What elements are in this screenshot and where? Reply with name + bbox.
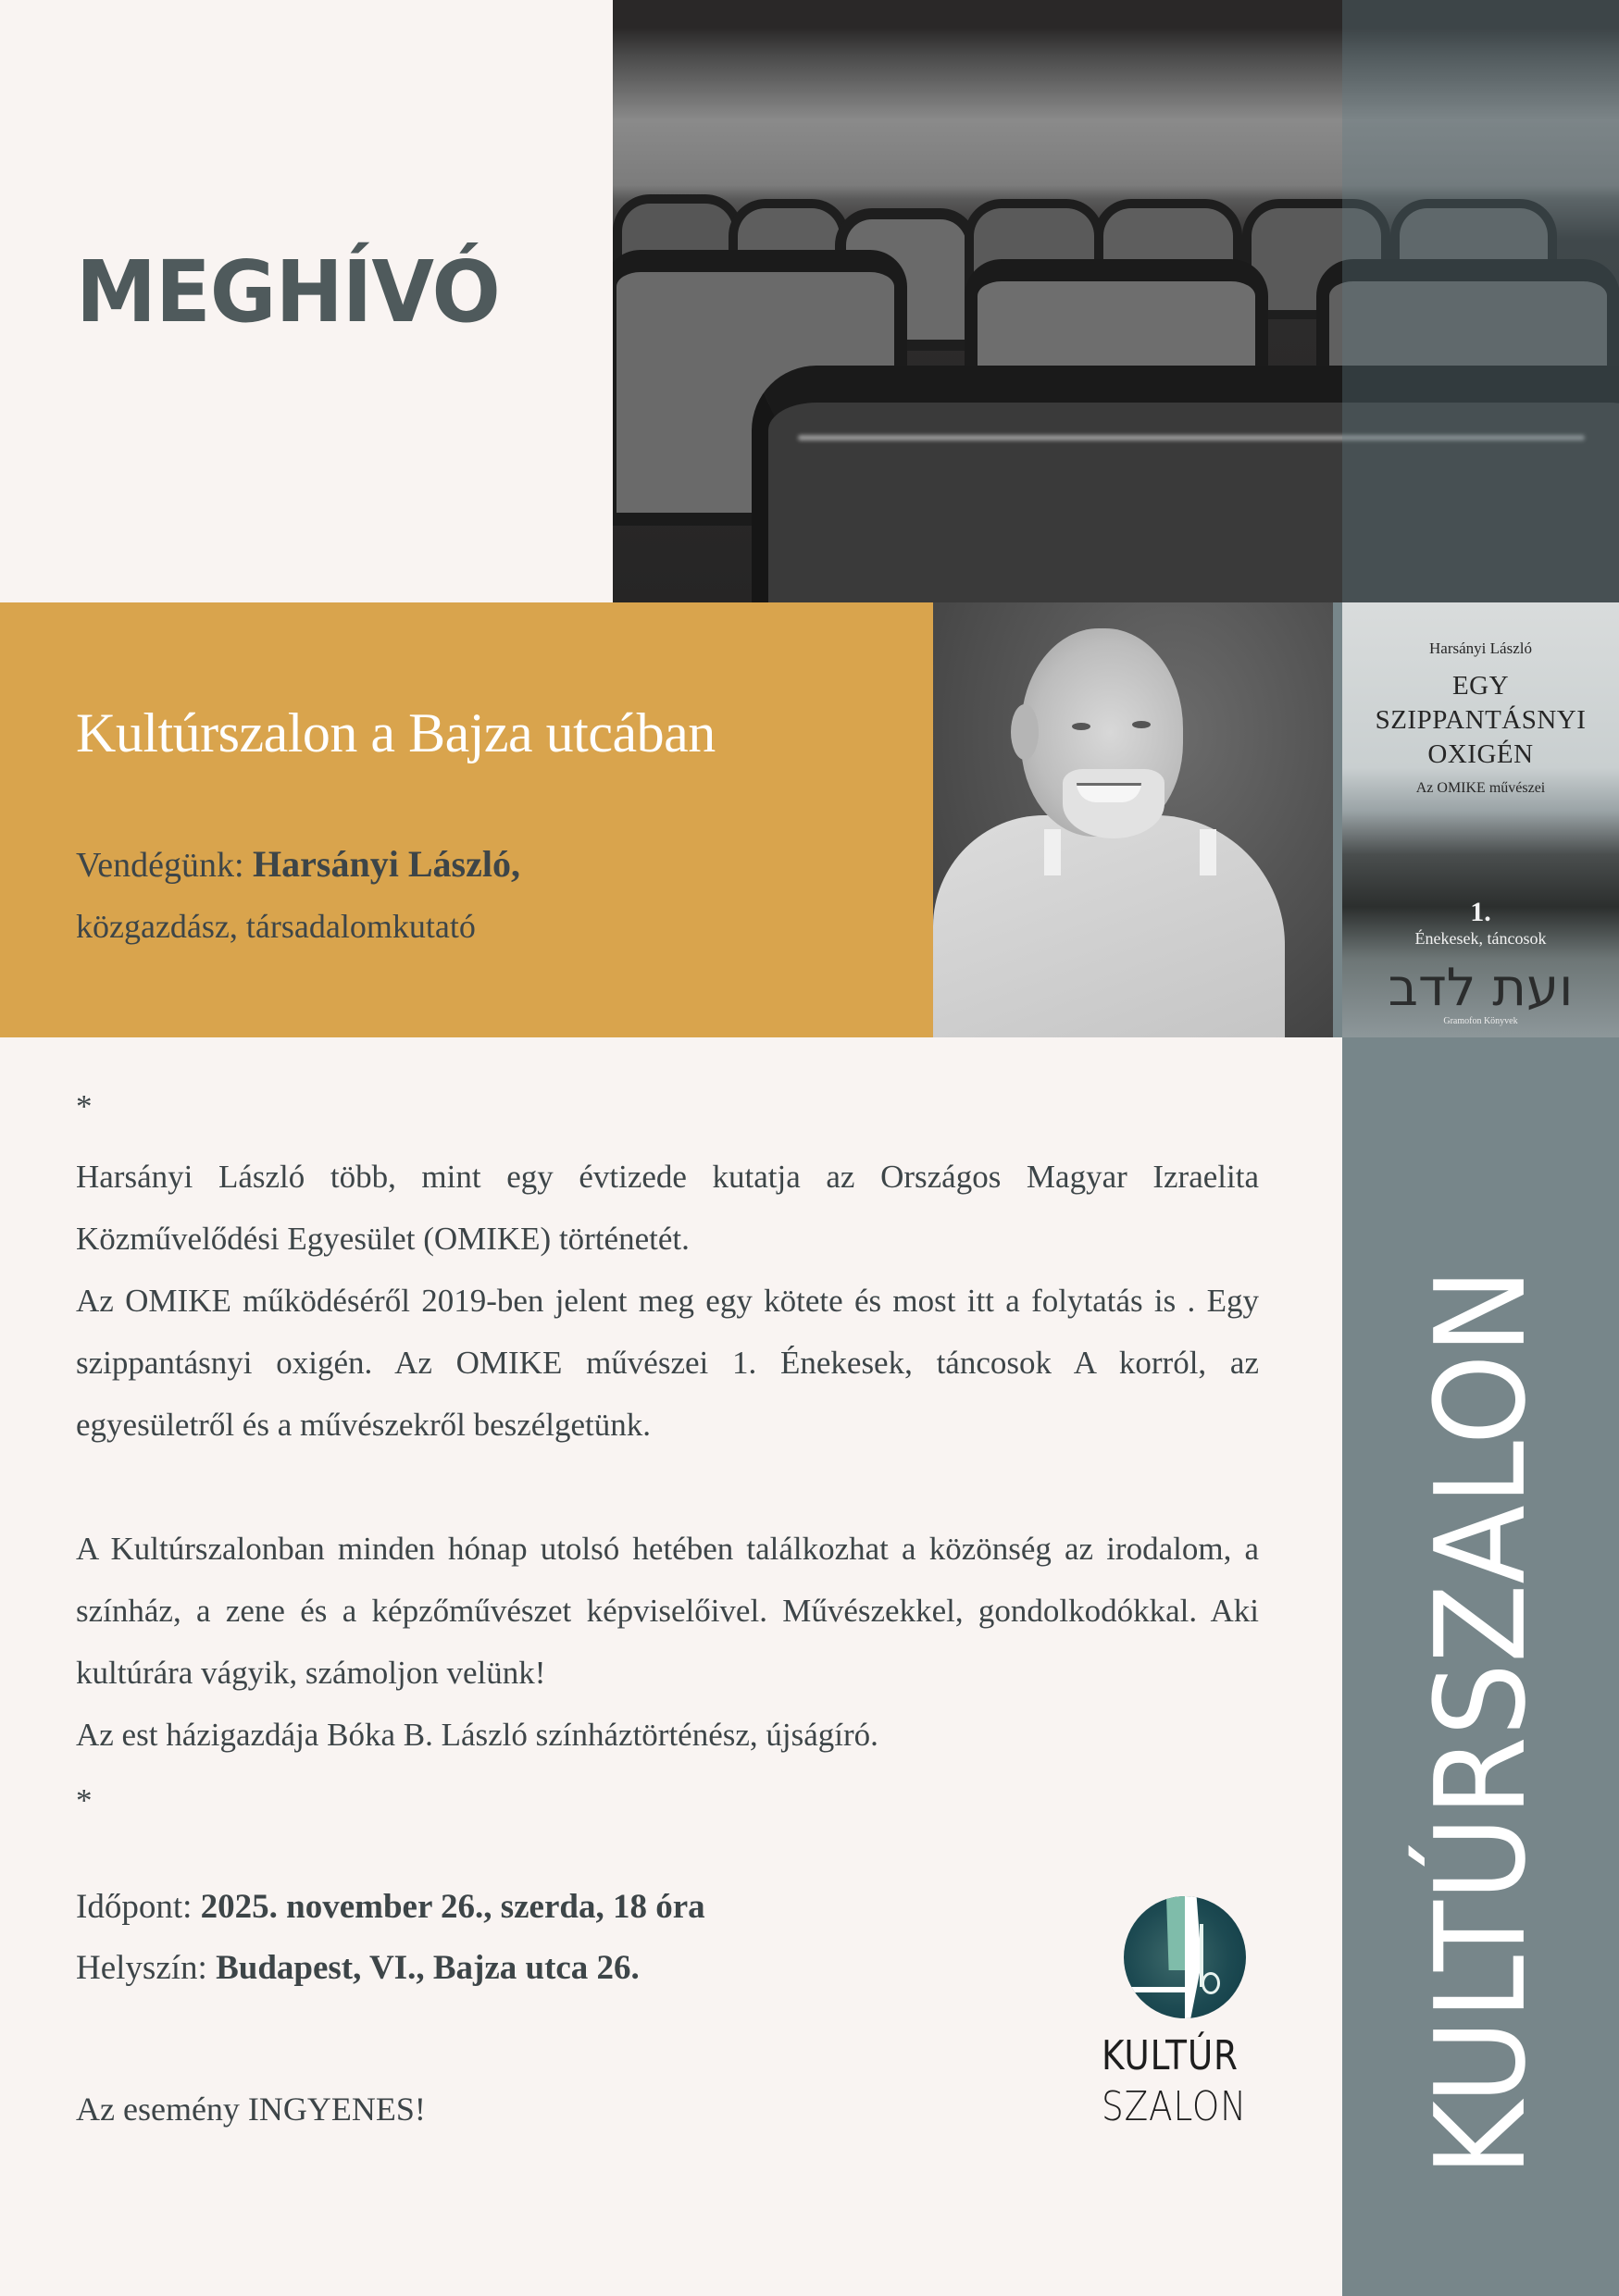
separator-star: *: [76, 1088, 93, 1124]
book-publisher: Gramofon Könyvek: [1443, 1016, 1518, 1026]
page-title: MEGHÍVÓ: [76, 242, 500, 341]
book-title-line: OXIGÉN: [1427, 739, 1534, 769]
guest-label: Vendégünk:: [76, 846, 254, 885]
separator-star: *: [76, 1782, 93, 1818]
portrait-photo: [933, 602, 1333, 1037]
book-volume-title: Énekesek, táncosok: [1414, 929, 1547, 948]
book-title-line: EGY: [1451, 671, 1510, 701]
logo-text-kultur: KULTÚR: [1102, 2032, 1239, 2079]
side-column-text-wrap: [1342, 1037, 1619, 2296]
place-value: Budapest, VI., Bajza utca 26.: [216, 1949, 640, 1987]
series-title: Kultúrszalon a Bajza utcában: [76, 702, 716, 763]
book-author: Harsányi László: [1429, 639, 1532, 657]
photo-tint-overlay: [1342, 0, 1619, 602]
time-value: 2025. november 26., szerda, 18 óra: [200, 1888, 705, 1926]
logo-text-szalon: SZALON: [1102, 2083, 1247, 2130]
paragraph: Az est házigazdája Bóka B. László színháztörténész, újságíró.: [76, 1717, 878, 1753]
intro-band: [0, 602, 933, 1037]
book-cover: [1342, 602, 1619, 1037]
book-subtitle: Az OMIKE művészei: [1415, 780, 1546, 796]
paragraph: Az OMIKE működéséről 2019-ben jelent meg egy kötete és most itt a folytatás is . Egy szippantásnyi oxigén. Az OMIKE művészei 1. Énekesek, táncosok A korról, az egyesületről és a művészekről beszélgetünk.: [76, 1283, 1259, 1443]
paragraph: Harsányi László több, mint egy évtizede kutatja az Országos Magyar Izraelita Közművelődési Egyesület (OMIKE) történetét.: [76, 1159, 1259, 1257]
book-title: [1342, 669, 1619, 772]
side-column-text: KULTÚRSZALON: [1408, 1268, 1553, 2177]
kulturszalon-logo-icon: [1124, 1896, 1246, 2018]
book-hebrew-lettering: ועת לדב: [1388, 958, 1574, 1018]
event-time: [76, 1877, 705, 1938]
divider-strip: [1333, 602, 1342, 1037]
guest-role: közgazdász, társadalomkutató: [76, 908, 476, 945]
free-entry-note: Az esemény INGYENES!: [76, 2091, 426, 2128]
guest-name: Harsányi László,: [253, 843, 520, 885]
book-title-line: SZIPPANTÁSNYI: [1375, 705, 1587, 735]
time-label: Időpont:: [76, 1888, 201, 1926]
event-info: [76, 1877, 705, 1999]
book-volume: 1.: [1470, 897, 1491, 927]
event-place: [76, 1938, 705, 1999]
description: [76, 1081, 1259, 1827]
guest-line: [76, 842, 520, 886]
place-label: Helyszín:: [76, 1949, 217, 1987]
paragraph: A Kultúrszalonban minden hónap utolsó hetében találkozhat a közönség az irodalom, a színház, a zene és a képzőművészet képviselőivel. Művészekkel, gondolkodókkal. Aki kultúrára vágyik, számoljon velünk!: [76, 1531, 1259, 1691]
